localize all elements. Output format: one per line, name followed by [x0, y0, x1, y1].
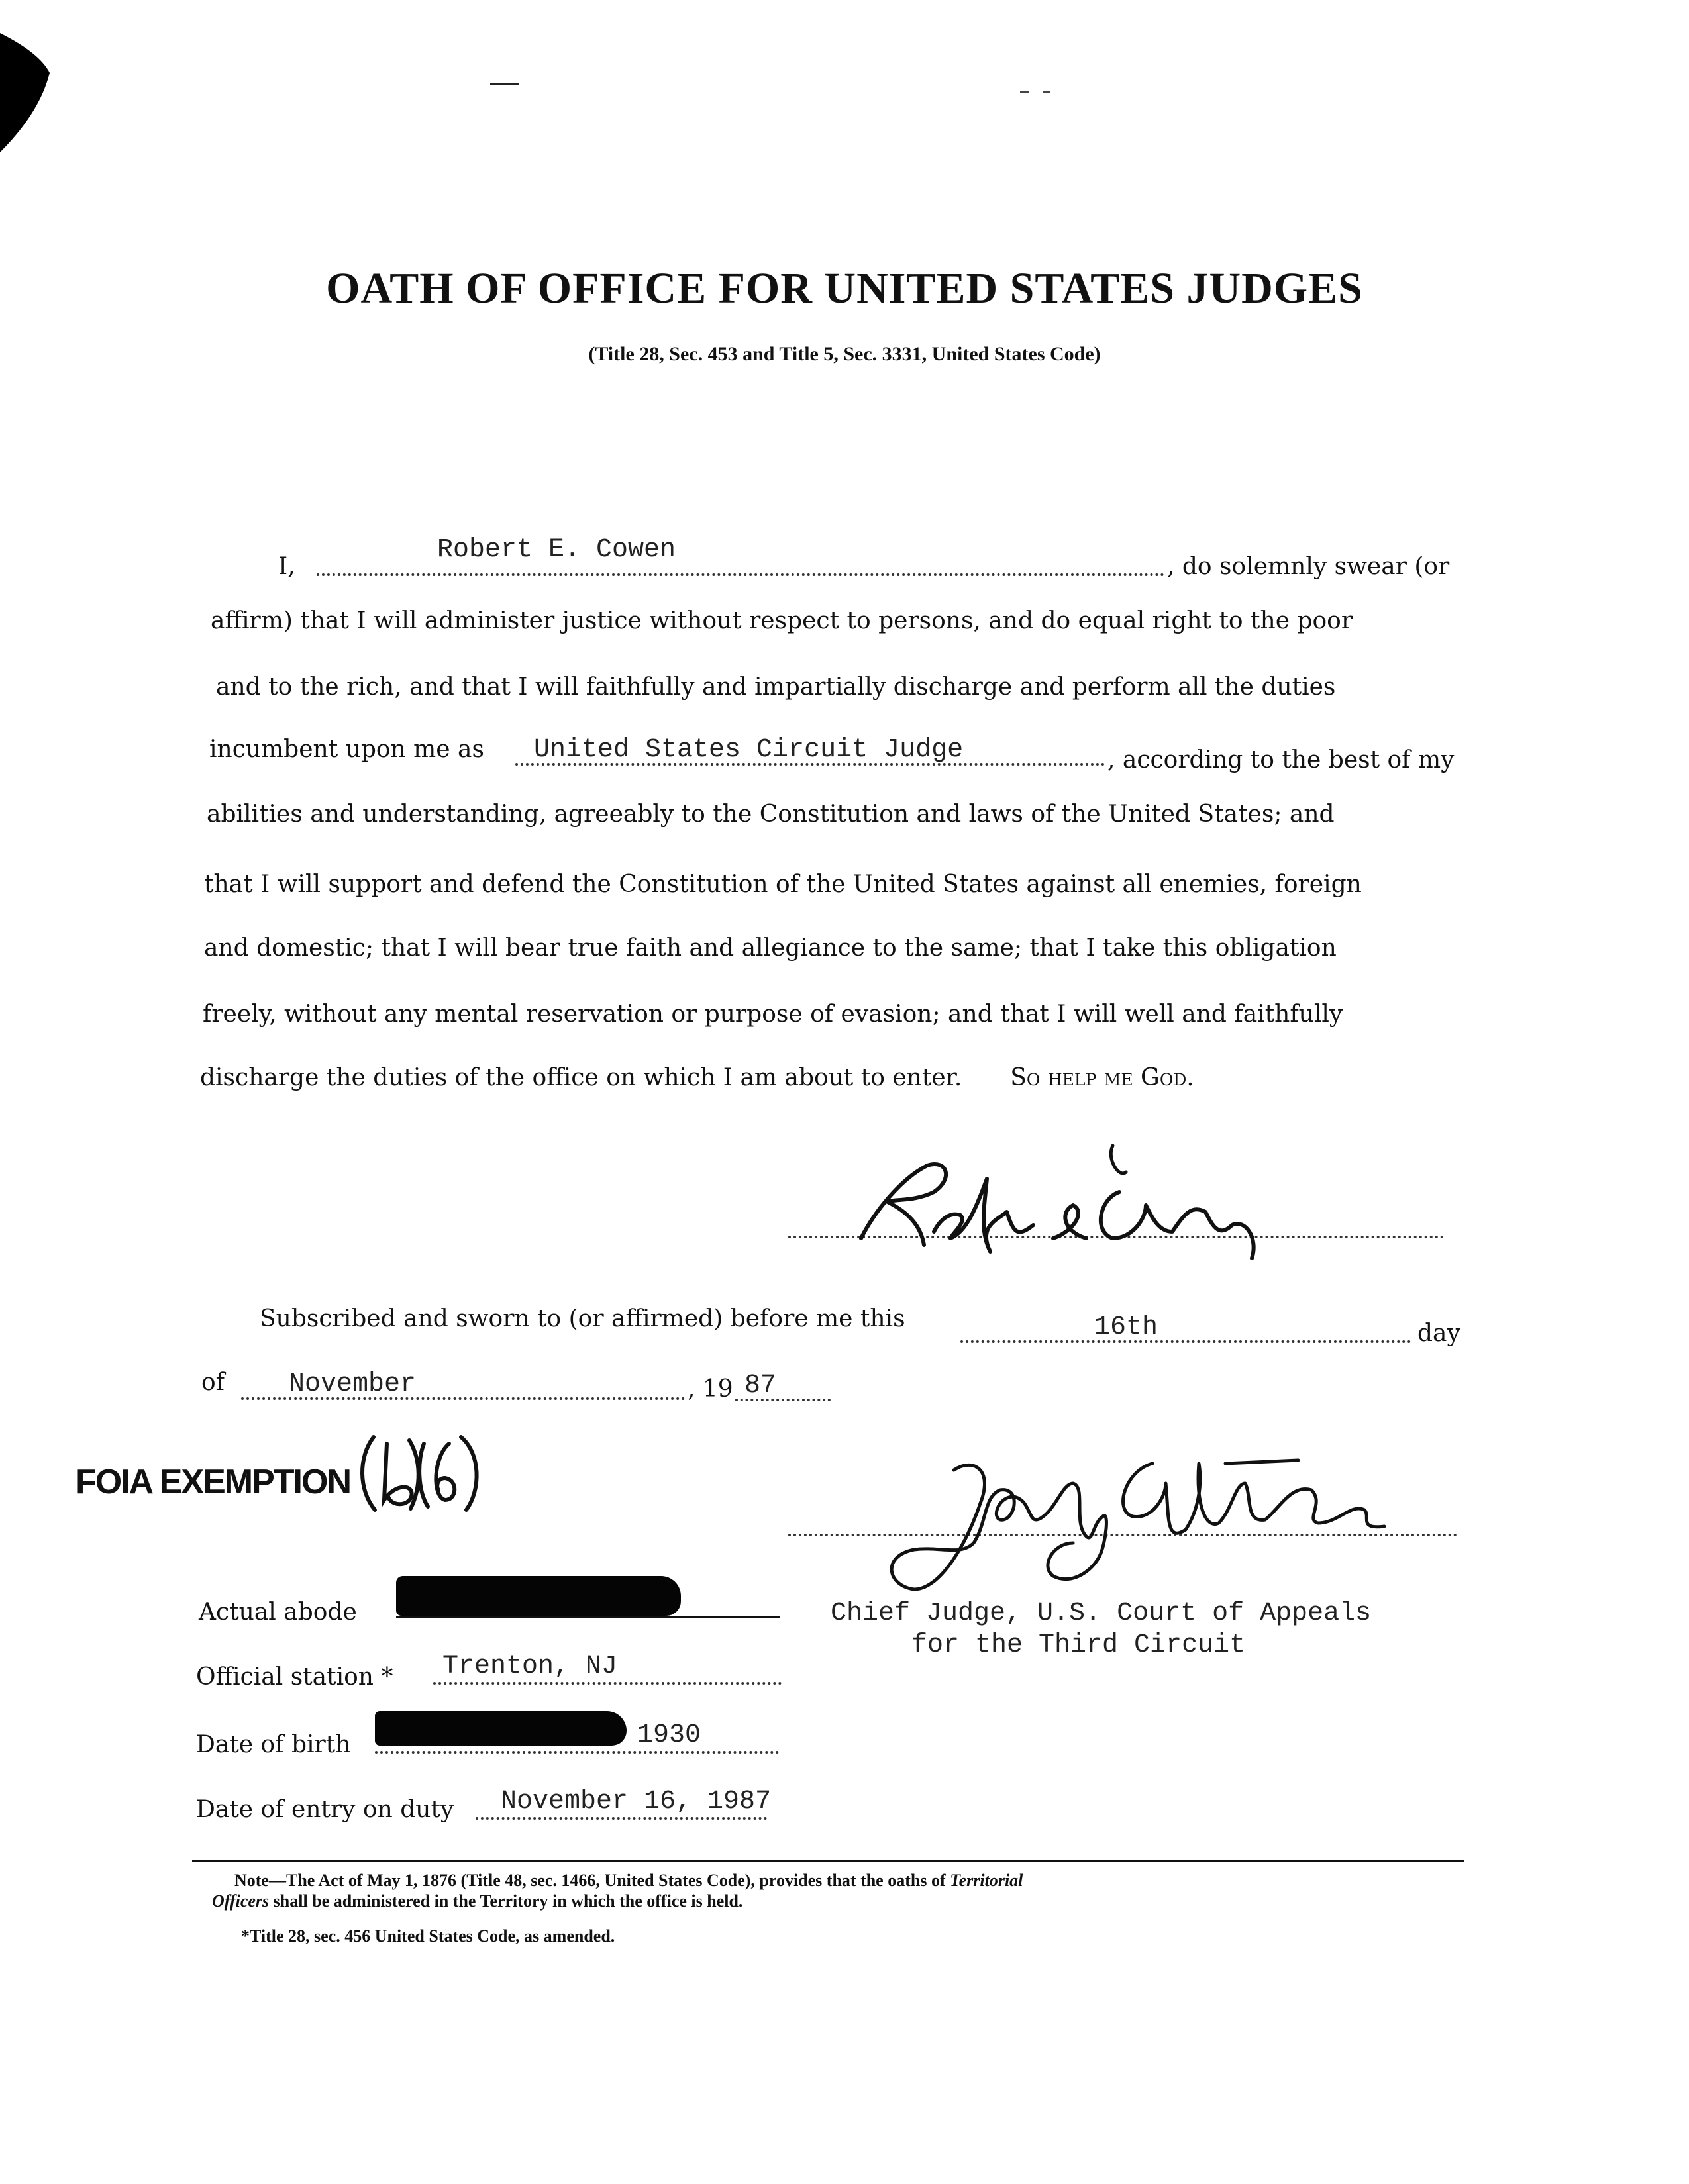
scan-speck	[1020, 91, 1029, 93]
scan-artifact-corner	[0, 0, 60, 159]
name-field[interactable]: Robert E. Cowen	[437, 535, 676, 565]
footnote-divider	[192, 1860, 1464, 1862]
official-station-label: Official station *	[196, 1663, 393, 1691]
date-of-entry-field[interactable]: November 16, 1987	[501, 1787, 772, 1816]
date-of-birth-redaction	[375, 1711, 627, 1746]
oath-line-2: affirm) that I will administer justice without respect to persons, and do equal right to the poor	[211, 607, 1353, 634]
day-field[interactable]: 16th	[1094, 1313, 1158, 1342]
footnote-text: Note—The Act of May 1, 1876 (Title 48, sec. 1466, United States Code), provides that the oaths of	[234, 1871, 950, 1890]
date-of-entry-line	[476, 1817, 767, 1820]
actual-abode-redaction	[396, 1576, 681, 1616]
official-station-line	[433, 1682, 782, 1685]
oath-line-7: and domestic; that I will bear true faith and allegiance to the same; that I take this obligation	[204, 934, 1337, 962]
oath-line-4-pre: incumbent upon me as	[209, 736, 484, 763]
oath-line-3: and to the rich, and that I will faithfully and impartially discharge and perform all the duties	[216, 673, 1336, 701]
administering-officer-title-line1: Chief Judge, U.S. Court of Appeals	[831, 1599, 1372, 1628]
actual-abode-line	[396, 1616, 780, 1618]
closing-phrase: So help me God.	[1010, 1064, 1194, 1091]
year-field[interactable]: 87	[744, 1371, 777, 1401]
form-subtitle: (Title 28, Sec. 453 and Title 5, Sec. 3331, United States Code)	[588, 343, 1101, 365]
footnote-note	[212, 1870, 1023, 1911]
sworn-line-2-pre: of	[201, 1369, 225, 1396]
oath-line-4-post: , according to the best of my	[1107, 746, 1455, 773]
official-station-field[interactable]: Trenton, NJ	[442, 1652, 618, 1681]
oath-line-1	[278, 555, 295, 579]
signature-administering-officer	[874, 1444, 1417, 1603]
office-field[interactable]: United States Circuit Judge	[534, 735, 964, 765]
sworn-line-1-post: day	[1417, 1320, 1460, 1347]
oath-line-8: freely, without any mental reservation or purpose of evasion; and that I will well and faithfully	[203, 1001, 1343, 1028]
footnote-text: shall be administered in the Territory in which the office is held.	[269, 1891, 743, 1911]
footnote-star: *Title 28, sec. 456 United States Code, as amended.	[241, 1926, 615, 1946]
date-of-birth-label: Date of birth	[196, 1731, 351, 1758]
scan-speck	[1043, 91, 1050, 93]
foia-exemption-stamp: FOIA EXEMPTION	[76, 1463, 350, 1501]
date-of-entry-label: Date of entry on duty	[196, 1796, 454, 1823]
date-of-birth-line	[375, 1751, 779, 1754]
sworn-year-prefix: , 19	[688, 1375, 733, 1403]
sworn-line-1-pre: Subscribed and sworn to (or affirmed) before me this	[260, 1305, 905, 1332]
administering-officer-title-line2: for the Third Circuit	[911, 1630, 1246, 1660]
actual-abode-label: Actual abode	[199, 1599, 357, 1626]
name-fill-line	[317, 573, 1164, 576]
footnote-italic: Officers	[212, 1891, 270, 1911]
date-of-birth-field[interactable]: 1930	[637, 1720, 701, 1750]
oath-line-9	[200, 1066, 1194, 1090]
day-fill-line	[960, 1340, 1411, 1343]
oath-text: I,	[278, 553, 295, 580]
month-field[interactable]: November	[289, 1369, 417, 1399]
footnote-italic: Territorial	[950, 1871, 1023, 1890]
foia-exemption-handwritten-code	[355, 1424, 487, 1516]
oath-text: discharge the duties of the office on which I am about to enter.	[200, 1064, 962, 1091]
form-title: OATH OF OFFICE FOR UNITED STATES JUDGES	[326, 264, 1363, 313]
signature-oath-taker	[835, 1139, 1298, 1271]
oath-text: , do solemnly swear (or	[1167, 553, 1450, 580]
oath-line-5: abilities and understanding, agreeably to the Constitution and laws of the United States; and	[207, 801, 1335, 828]
scan-speck	[490, 83, 519, 85]
oath-line-6: that I will support and defend the Constitution of the United States against all enemies, foreign	[204, 871, 1362, 898]
